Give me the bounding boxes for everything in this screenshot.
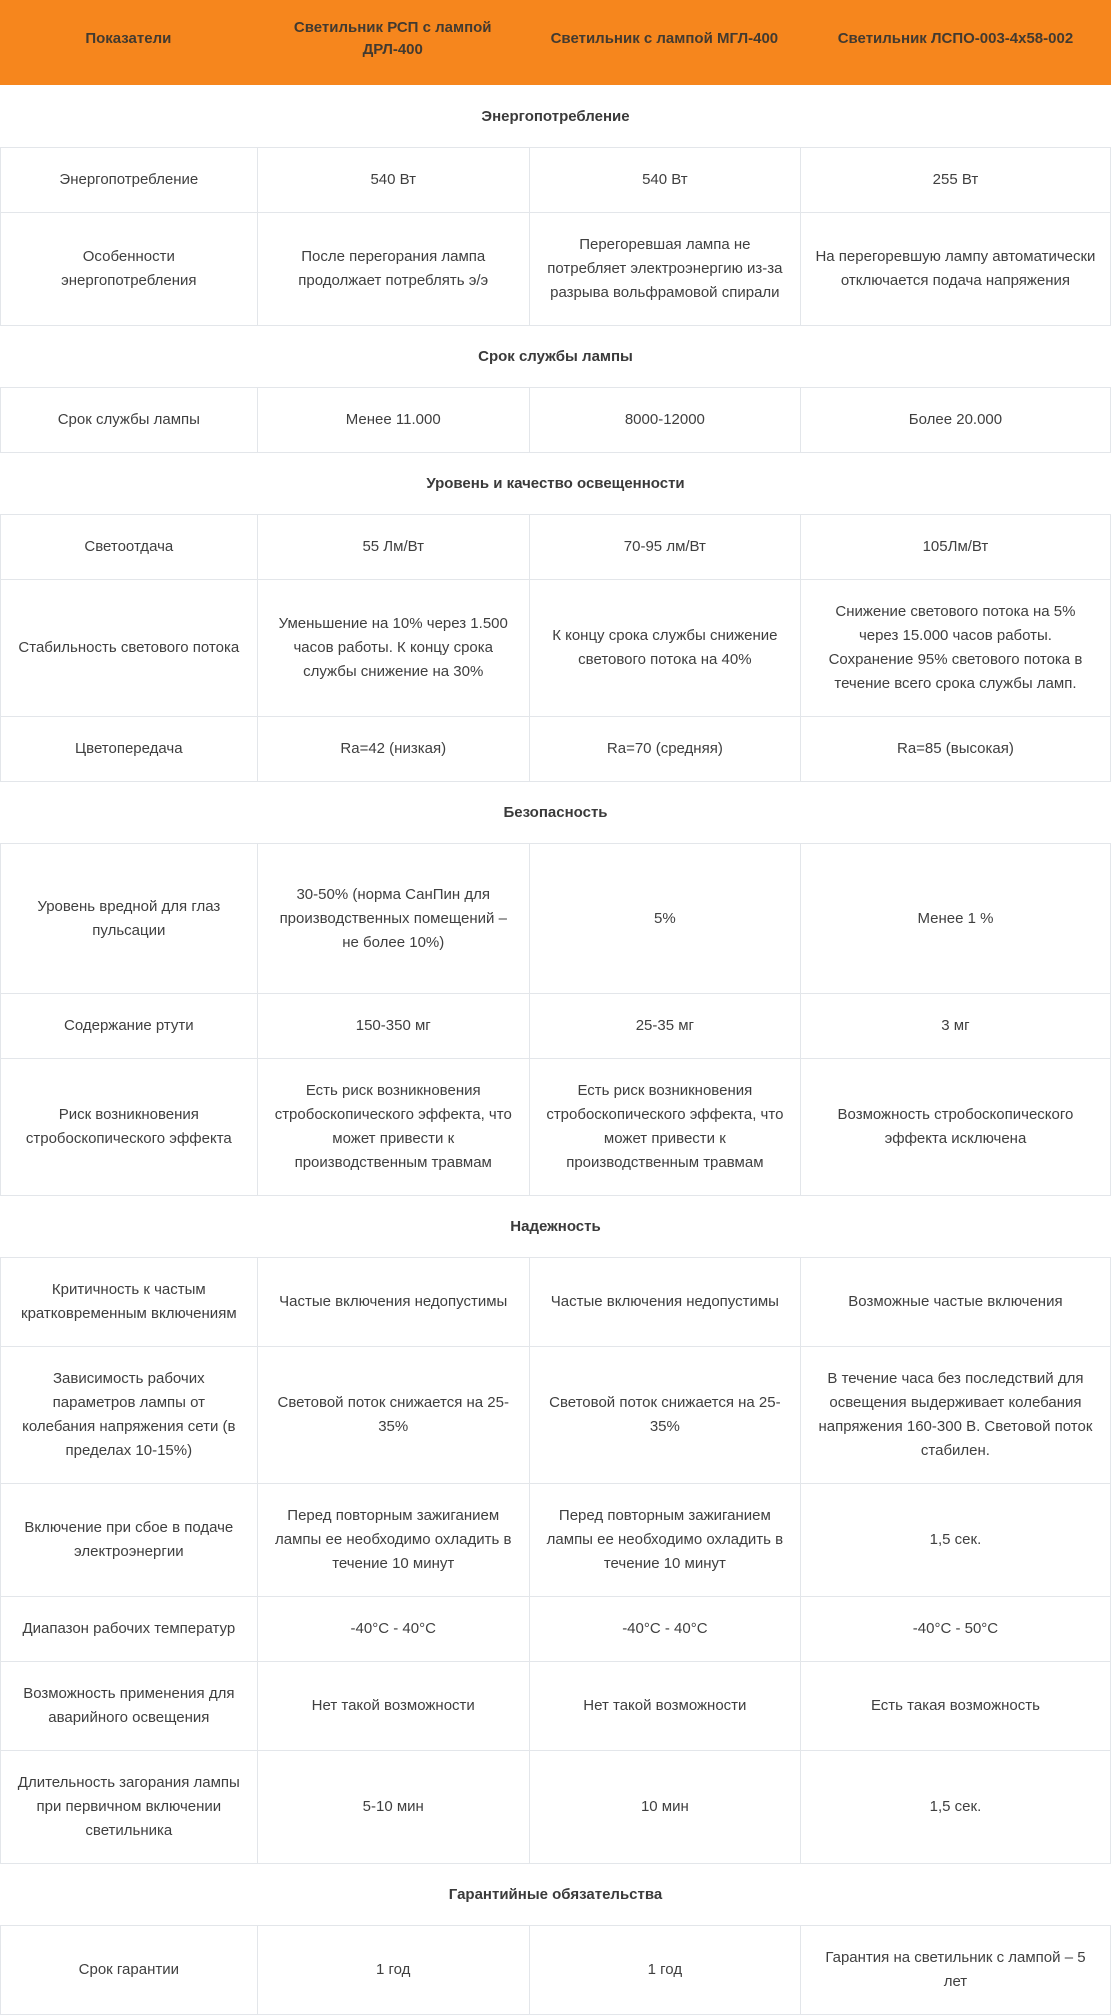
row-value: Частые включения недопустимы xyxy=(529,1257,800,1346)
section-title: Надежность xyxy=(510,1218,601,1235)
table-row xyxy=(0,843,1111,993)
table-row xyxy=(0,1483,1111,1596)
row-label: Уровень вредной для глаз пульсации xyxy=(0,843,257,993)
row-value: 540 Вт xyxy=(529,147,800,212)
row-value: Ra=85 (высокая) xyxy=(800,716,1111,781)
row-label: Включение при сбое в подаче электроэнергии xyxy=(0,1483,257,1596)
row-label: Содержание ртути xyxy=(0,993,257,1058)
column-header-lspo: Светильник ЛСПО-003-4х58-002 xyxy=(837,29,1074,47)
row-label: Срок службы лампы xyxy=(0,387,257,452)
section-header-lifetime xyxy=(0,325,1111,387)
row-value: Уменьшение на 10% через 1.500 часов работы. К концу срока службы снижение на 30% xyxy=(257,579,529,716)
row-label: Цветопередача xyxy=(0,716,257,781)
row-value: Менее 11.000 xyxy=(257,387,529,452)
row-label: Стабильность светового потока xyxy=(0,579,257,716)
row-value: Перед повторным зажиганием лампы ее необходимо охладить в течение 10 минут xyxy=(257,1483,529,1596)
row-value: В течение часа без последствий для освещения выдерживает колебания напряжения 160-300 В. Световой поток стабилен. xyxy=(800,1346,1111,1483)
table-row xyxy=(0,387,1111,452)
row-label: Светоотдача xyxy=(0,514,257,579)
section-title: Уровень и качество освещенности xyxy=(426,475,685,492)
table-row xyxy=(0,579,1111,716)
row-label: Энергопотребление xyxy=(0,147,257,212)
row-value: Возможность стробоскопического эффекта исключена xyxy=(800,1058,1111,1195)
row-value: Ra=70 (средняя) xyxy=(529,716,800,781)
row-value: 1,5 сек. xyxy=(800,1750,1111,1863)
row-value: 1 год xyxy=(257,1925,529,2014)
table-row xyxy=(0,514,1111,579)
section-header-light-quality xyxy=(0,452,1111,514)
row-value: 1,5 сек. xyxy=(800,1483,1111,1596)
row-value: 55 Лм/Вт xyxy=(257,514,529,579)
row-label: Критичность к частым кратковременным включениям xyxy=(0,1257,257,1346)
table-row xyxy=(0,1925,1111,2014)
row-value: Есть такая возможность xyxy=(800,1661,1111,1750)
row-value: После перегорания лампа продолжает потреблять э/э xyxy=(257,212,529,325)
row-label: Зависимость рабочих параметров лампы от колебания напряжения сети (в пределах 10-15%) xyxy=(0,1346,257,1483)
row-value: 150-350 мг xyxy=(257,993,529,1058)
row-value: Нет такой возможности xyxy=(257,1661,529,1750)
row-value: 5% xyxy=(529,843,800,993)
table-row xyxy=(0,1346,1111,1483)
section-header-safety xyxy=(0,781,1111,843)
row-value: -40°С - 40°С xyxy=(529,1596,800,1661)
table-row xyxy=(0,212,1111,325)
row-value: Есть риск возникновения стробоскопического эффекта, что может привести к производственным травмам xyxy=(529,1058,800,1195)
row-value: Ra=42 (низкая) xyxy=(257,716,529,781)
row-value: К концу срока службы снижение светового потока на 40% xyxy=(529,579,800,716)
row-value: Перегоревшая лампа не потребляет электроэнергию из-за разрыва вольфрамовой спирали xyxy=(529,212,800,325)
row-value: Менее 1 % xyxy=(800,843,1111,993)
row-value: 255 Вт xyxy=(800,147,1111,212)
section-title: Энергопотребление xyxy=(481,107,630,125)
row-value: 1 год xyxy=(529,1925,800,2014)
row-value: -40°С - 40°С xyxy=(257,1596,529,1661)
row-value: Снижение светового потока на 5% через 15.000 часов работы. Сохранение 95% светового потока в течение всего срока службы ламп. xyxy=(800,579,1111,716)
row-value: -40°С - 50°С xyxy=(800,1596,1111,1661)
table-row xyxy=(0,1750,1111,1863)
row-value: Нет такой возможности xyxy=(529,1661,800,1750)
table-row xyxy=(0,1058,1111,1195)
row-value: 10 мин xyxy=(529,1750,800,1863)
table-row xyxy=(0,1661,1111,1750)
row-value: Световой поток снижается на 25-35% xyxy=(529,1346,800,1483)
row-value: 3 мг xyxy=(800,993,1111,1058)
row-value: Гарантия на светильник с лампой – 5 лет xyxy=(800,1925,1111,2014)
column-header-mgl400: Светильник с лампой МГЛ-400 xyxy=(550,29,779,47)
column-header-indicators: Показатели xyxy=(85,29,172,47)
row-value: 25-35 мг xyxy=(529,993,800,1058)
row-value: 30-50% (норма СанПин для производственных помещений – не более 10%) xyxy=(257,843,529,993)
row-value: Световой поток снижается на 25-35% xyxy=(257,1346,529,1483)
row-value: 8000-12000 xyxy=(529,387,800,452)
table-row xyxy=(0,1257,1111,1346)
row-value: Перед повторным зажиганием лампы ее необходимо охладить в течение 10 минут xyxy=(529,1483,800,1596)
row-label: Срок гарантии xyxy=(0,1925,257,2014)
table-row xyxy=(0,1596,1111,1661)
row-value: 5-10 мин xyxy=(257,1750,529,1863)
row-label: Диапазон рабочих температур xyxy=(0,1596,257,1661)
section-header-reliability xyxy=(0,1195,1111,1257)
row-label: Особенности энергопотребления xyxy=(0,212,257,325)
row-value: Есть риск возникновения стробоскопического эффекта, что может привести к производственным травмам xyxy=(257,1058,529,1195)
table-header-row xyxy=(0,0,1111,85)
section-title: Безопасность xyxy=(503,804,608,821)
row-value: Возможные частые включения xyxy=(800,1257,1111,1346)
row-value: 105Лм/Вт xyxy=(800,514,1111,579)
row-value: 70-95 лм/Вт xyxy=(529,514,800,579)
row-label: Длительность загорания лампы при первичном включении светильника xyxy=(0,1750,257,1863)
row-value: Частые включения недопустимы xyxy=(257,1257,529,1346)
row-label: Возможность применения для аварийного освещения xyxy=(0,1661,257,1750)
row-label: Риск возникновения стробоскопического эффекта xyxy=(0,1058,257,1195)
section-header-energy xyxy=(0,85,1111,147)
section-title: Срок службы лампы xyxy=(478,348,633,365)
table-row xyxy=(0,147,1111,212)
section-header-warranty xyxy=(0,1863,1111,1925)
column-header-rsp-drl400: Светильник РСП с лампой ДРЛ-400 xyxy=(293,18,492,58)
section-title: Гарантийные обязательства xyxy=(448,1886,663,1903)
row-value: 540 Вт xyxy=(257,147,529,212)
row-value: На перегоревшую лампу автоматически отключается подача напряжения xyxy=(800,212,1111,325)
table-row xyxy=(0,716,1111,781)
table-row xyxy=(0,993,1111,1058)
row-value: Более 20.000 xyxy=(800,387,1111,452)
